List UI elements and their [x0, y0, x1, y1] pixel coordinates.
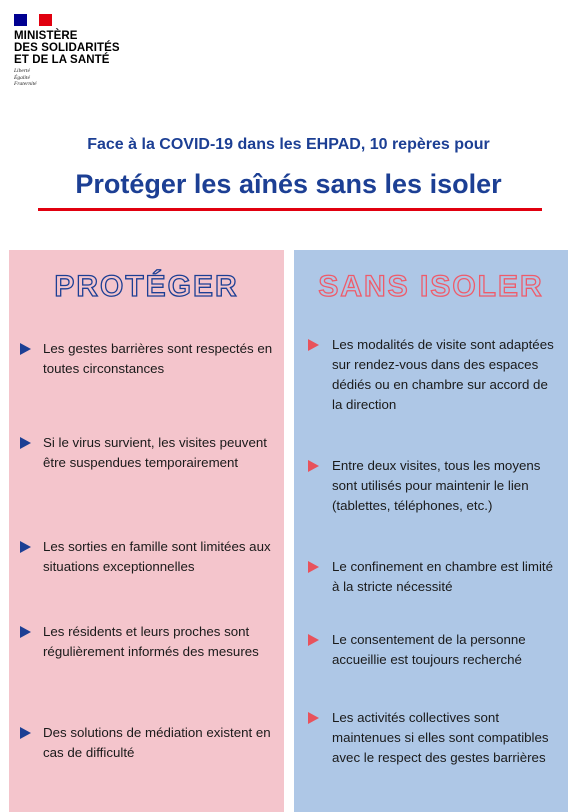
arrow-bullet-icon: [20, 626, 31, 638]
list-item: Les résidents et leurs proches sont régulièrement informés des mesures: [43, 624, 259, 659]
motto-line: Liberté: [14, 68, 30, 74]
arrow-bullet-icon: [20, 541, 31, 553]
list-item: Les gestes barrières sont respectés en toutes circonstances: [43, 341, 273, 376]
no-isolation-panel: [294, 250, 568, 812]
arrow-bullet-icon: [308, 460, 319, 472]
list-item: Les modalités de visite sont adaptées sur rendez-vous dans des espaces dédiés ou en chambre sur accord de la direction: [332, 337, 554, 412]
list-item: Les activités collectives sont maintenues si elles sont compatibles avec le respect des gestes barrières: [332, 710, 549, 765]
list-item: Les sorties en famille sont limitées aux situations exceptionnelles: [43, 539, 271, 574]
republic-motto: [14, 68, 120, 88]
protect-panel: [9, 250, 284, 812]
arrow-bullet-icon: [308, 339, 319, 351]
no-isolation-heading: SANS ISOLER: [318, 270, 544, 303]
page-title: Protéger les aînés sans les isoler: [75, 169, 502, 199]
arrow-bullet-icon: [20, 437, 31, 449]
ministry-logo: [14, 14, 120, 88]
arrow-bullet-icon: [20, 727, 31, 739]
list-item: Le consentement de la personne accueillie est toujours recherché: [332, 632, 526, 667]
french-flag-icon: [14, 14, 52, 26]
list-item: Des solutions de médiation existent en cas de difficulté: [43, 725, 271, 760]
arrow-bullet-icon: [308, 712, 319, 724]
arrow-bullet-icon: [20, 343, 31, 355]
motto-line: Égalité: [14, 74, 30, 81]
ministry-line: DES SOLIDARITÉS: [14, 42, 120, 54]
protect-heading: PROTÉGER: [54, 270, 239, 303]
motto-line: Fraternité: [14, 81, 37, 87]
arrow-bullet-icon: [308, 561, 319, 573]
list-item: Le confinement en chambre est limité à la stricte nécessité: [332, 559, 553, 594]
arrow-bullet-icon: [308, 634, 319, 646]
list-item: Si le virus survient, les visites peuvent être suspendues temporairement: [43, 435, 267, 470]
ministry-line: MINISTÈRE: [14, 30, 78, 42]
list-item: Entre deux visites, tous les moyens sont utilisés pour maintenir le lien (tablettes, téléphones, etc.): [332, 458, 541, 513]
page-subtitle: Face à la COVID-19 dans les EHPAD, 10 repères pour: [87, 136, 490, 153]
ministry-line: ET DE LA SANTÉ: [14, 54, 110, 66]
ministry-name: [14, 30, 120, 66]
title-underline: [38, 208, 542, 211]
